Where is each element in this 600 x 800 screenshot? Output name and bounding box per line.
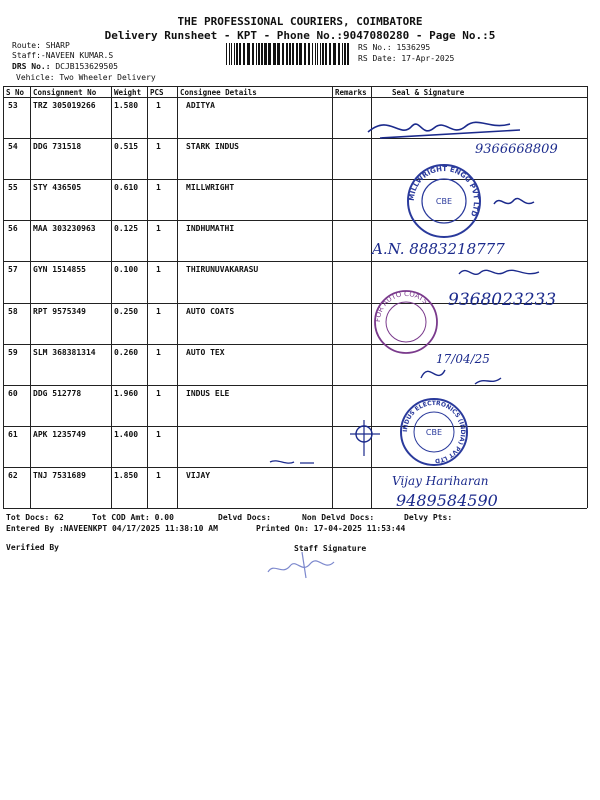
row-consignee: MILLWRIGHT <box>186 183 235 193</box>
col-header-consignment: Consignment No <box>33 88 97 97</box>
col-header-sno: S No <box>6 88 25 97</box>
total-cod: Tot COD Amt: 0.00 <box>92 513 174 522</box>
delivered-docs: Delvd Docs: <box>218 513 271 522</box>
row-sno: 55 <box>8 183 18 193</box>
verified-by: Verified By <box>6 543 59 552</box>
drs-number <box>12 62 118 71</box>
company-title: THE PROFESSIONAL COURIERS, COIMBATORE <box>177 15 423 28</box>
row-consignee: INDUS ELE <box>186 388 230 398</box>
row-consignment-no: APK 1235749 <box>33 429 86 439</box>
barcode-image <box>226 43 350 67</box>
row-consignment-no: RPT 9575349 <box>33 306 86 316</box>
signature-auto-tex <box>415 356 505 390</box>
row-sno: 61 <box>8 429 18 439</box>
handwritten-phone-3: 9368023233 <box>448 290 557 310</box>
indus-stamp-text: INDUS ELECTRONICS (INDIA) PVT LTD <box>401 399 467 465</box>
printed-on: Printed On: 17-04-2025 11:53:44 <box>256 524 406 533</box>
row-pcs: 1 <box>156 347 161 357</box>
row-weight: 0.250 <box>114 306 139 316</box>
row-weight: 1.960 <box>114 388 139 398</box>
staff-label: Staff:-NAVEEN KUMAR.S <box>12 51 114 60</box>
row-consignee: AUTO TEX <box>186 347 225 357</box>
row-pcs: 1 <box>156 470 161 480</box>
row-weight: 0.125 <box>114 224 139 234</box>
millwright-stamp-center: CBE <box>435 197 453 206</box>
row-sno: 57 <box>8 265 18 275</box>
row-weight: 1.850 <box>114 470 139 480</box>
dash-mark <box>268 456 318 470</box>
row-sno: 62 <box>8 470 18 480</box>
row-weight: 0.610 <box>114 183 139 193</box>
handwritten-phone-1: 9366668809 <box>475 142 558 157</box>
row-consignee: ADITYA <box>186 101 215 110</box>
row-weight: 0.260 <box>114 347 139 357</box>
runsheet-subtitle: Delivery Runsheet - KPT - Phone No.:9047080280 - Page No.:5 <box>104 29 496 42</box>
svg-text:FOR AUTO COATS <box>374 290 430 322</box>
non-delivered-docs: Non Delvd Docs: <box>302 513 375 522</box>
row-pcs: 1 <box>156 224 161 234</box>
route-label: Route: SHARP <box>12 41 70 50</box>
millwright-stamp <box>405 162 483 240</box>
row-pcs: 1 <box>156 142 161 152</box>
staff-signature-scribble <box>262 548 352 582</box>
millwright-stamp-text: MILLWRIGHT ENGG PVT LTD <box>407 164 481 218</box>
auto-coats-stamp <box>372 288 440 356</box>
row-consignment-no: MAA 303230963 <box>33 224 96 234</box>
row-pcs: 1 <box>156 306 161 316</box>
signature-thirunavukarasu <box>455 262 545 284</box>
row-weight: 0.100 <box>114 265 139 275</box>
row-pcs: 1 <box>156 183 161 193</box>
indus-electronics-stamp <box>398 396 470 468</box>
drs-label: DRS No.: <box>12 62 51 71</box>
row-sno: 54 <box>8 142 18 152</box>
delivery-points: Delvy Pts: <box>404 513 453 522</box>
row-pcs: 1 <box>156 429 161 439</box>
drs-value: DCJB153629505 <box>55 62 118 71</box>
staff-signature-label: Staff Signature <box>294 544 367 553</box>
col-header-seal-signature: Seal & Signature <box>392 88 465 97</box>
col-header-pcs: PCS <box>150 88 164 97</box>
row-consignee: STARK INDUS <box>186 142 239 152</box>
row-sno: 56 <box>8 224 18 234</box>
auto-coats-stamp-text: FOR AUTO COATS <box>373 289 430 323</box>
signature-initials <box>490 192 540 212</box>
col-header-remarks: Remarks <box>335 88 367 97</box>
row-pcs: 1 <box>156 388 161 398</box>
row-weight: 0.515 <box>114 142 139 152</box>
col-header-consignee: Consignee Details <box>180 88 257 97</box>
row-consignee: THIRUNUVAKARASU <box>186 265 259 275</box>
row-sno: 59 <box>8 347 18 357</box>
total-docs: Tot Docs: 62 <box>6 513 64 522</box>
handwritten-name: Vijay Hariharan <box>392 474 489 488</box>
row-pcs: 1 <box>156 265 161 275</box>
rs-number: RS No.: 1536295 <box>358 43 431 52</box>
handwritten-phone-2: A.N. 8883218777 <box>372 240 505 258</box>
indus-stamp-center: CBE <box>425 428 443 437</box>
row-sno: 53 <box>8 101 18 110</box>
row-consignment-no: SLM 368381314 <box>33 347 96 357</box>
handwritten-date: 17/04/25 <box>436 352 490 366</box>
svg-text:MILLWRIGHT ENGG PVT LTD <box>408 165 480 218</box>
handwritten-phone-4: 9489584590 <box>396 491 498 510</box>
col-header-weight: Weight <box>114 88 142 97</box>
row-sno: 60 <box>8 388 18 398</box>
rs-date: RS Date: 17-Apr-2025 <box>358 54 455 63</box>
row-weight: 1.400 <box>114 429 139 439</box>
row-consignment-no: STY 436505 <box>33 183 82 193</box>
row-consignment-no: TNJ 7531689 <box>33 470 86 480</box>
row-consignee: INDHUMATHI <box>186 224 235 234</box>
signature-loop <box>340 418 388 458</box>
row-consignment-no: DDG 512778 <box>33 388 82 398</box>
entered-by: Entered By :NAVEENKPT 04/17/2025 11:38:10 AM <box>6 524 218 533</box>
row-consignment-no: GYN 1514855 <box>33 265 86 275</box>
row-weight: 1.580 <box>114 101 139 110</box>
row-consignee: VIJAY <box>186 470 211 480</box>
row-consignment-no: DDG 731518 <box>33 142 82 152</box>
vehicle-label: Vehicle: Two Wheeler Delivery <box>16 73 156 82</box>
row-sno: 58 <box>8 306 18 316</box>
row-pcs: 1 <box>156 101 161 110</box>
row-consignment-no: TRZ 305019266 <box>33 101 96 110</box>
row-consignee: AUTO COATS <box>186 306 235 316</box>
